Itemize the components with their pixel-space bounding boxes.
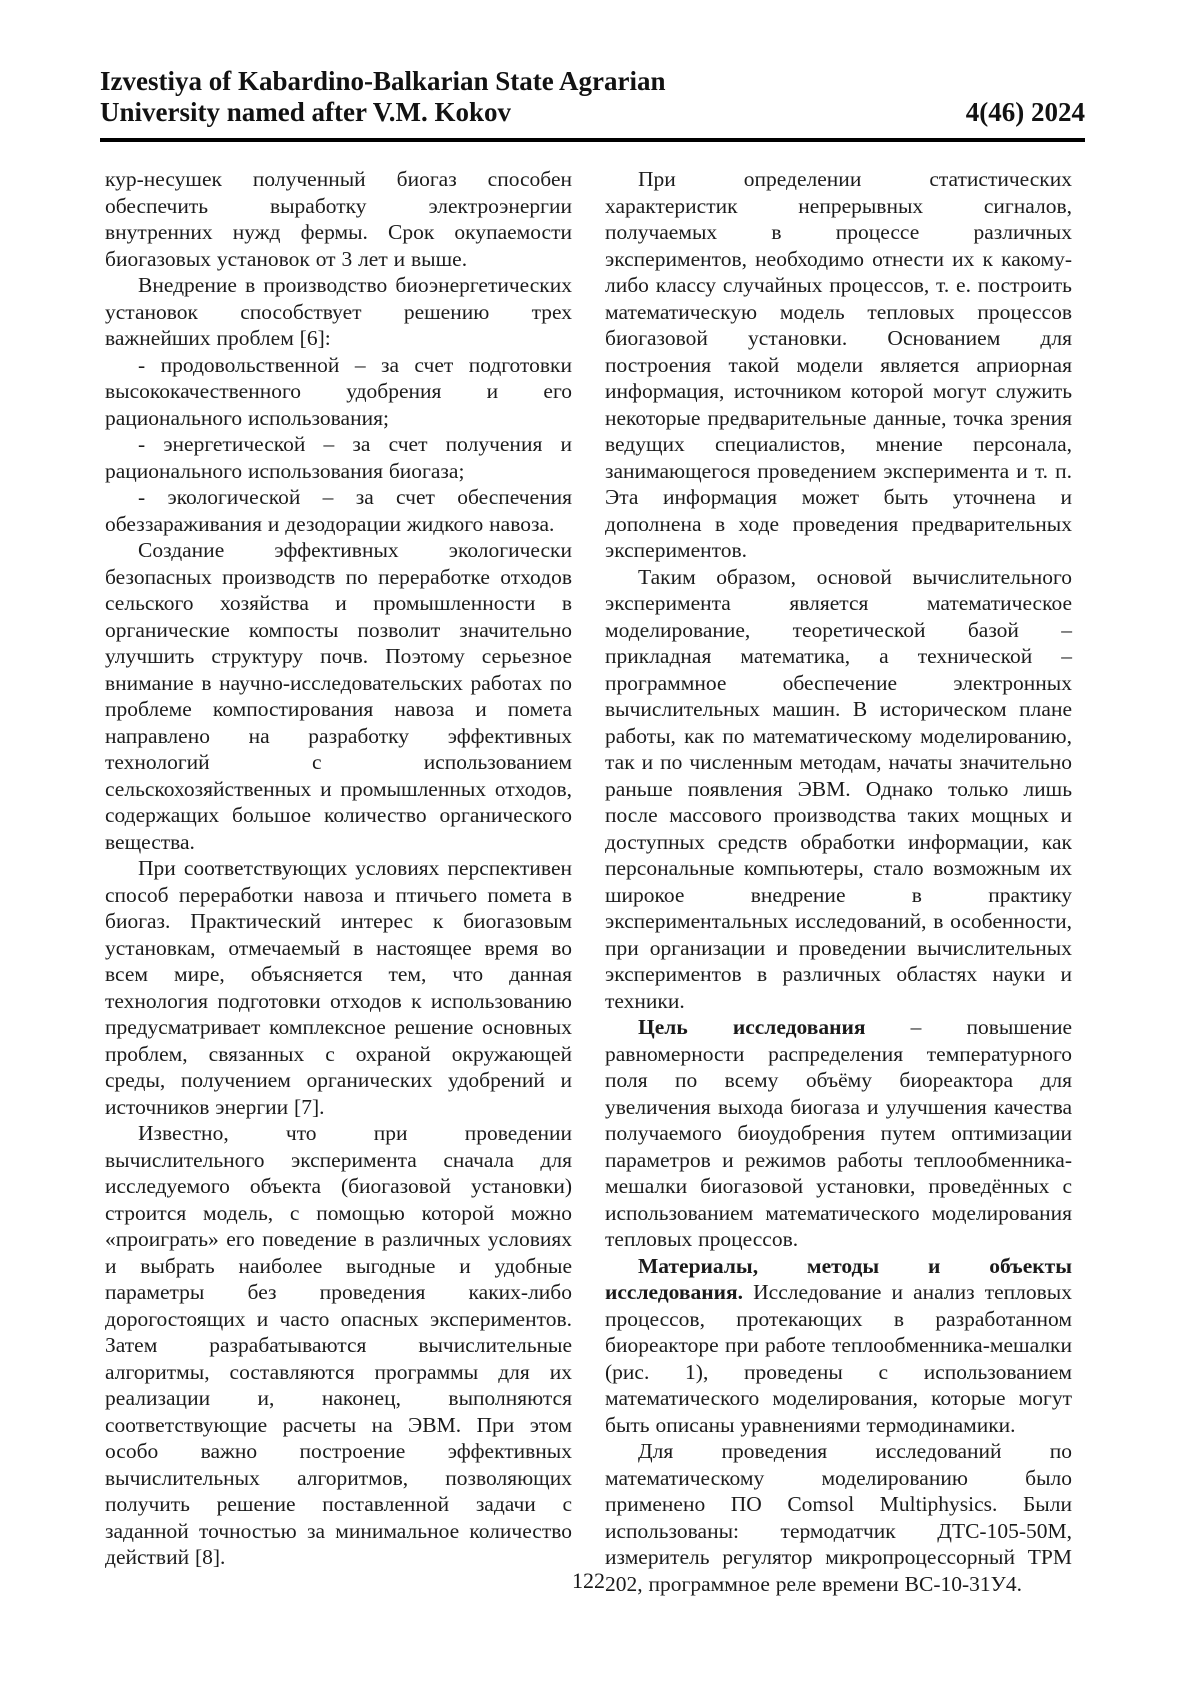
paragraph: Внедрение в производство биоэнергетических установок способствует решению трех важнейших проблем [6]: [105,273,572,350]
article-body [105,166,1072,1597]
paragraph: Цель исследования – повышение равномерности распределения температурного поля по всему объёму биореактора для увеличения выхода биогаза и улучшения качества получаемого биоудобрения путем оптимизации параметров и режимов работы теплообменника-мешалки биогазовой установки, проведённых с использованием математического моделирования тепловых процессов. [605,1015,1072,1251]
paragraph: Таким образом, основой вычислительного эксперимента является математическое моделирование, теоретической базой – прикладная математика, а технической – программное обеспечение электронных вычислительных машин. В историческом плане работы, как по математическому моделированию, так и по численным методам, начаты значительно раньше появления ЭВМ. Однако только лишь после массового производства таких мощных и доступных средств обработки информации, как персональные компьютеры, стало возможным их широкое внедрение в практику экспериментальных исследований, в особенности, при организации и проведении вычислительных экспериментов в различных областях науки и техники. [605,564,1072,1013]
paragraph: Материалы, методы и объекты исследования. Исследование и анализ тепловых процессов, протекающих в разработанном биореакторе при работе теплообменника-мешалки (рис. 1), проведены с использованием математического моделирования, которые могут быть описаны уравнениями термодинамики. [605,1253,1072,1437]
paragraph: Для проведения исследований по математическому моделированию было применено ПО Comsol Multiphysics. Были использованы: термодатчик ДТС-105-50М, измеритель регулятор микропроцессорный ТРМ 202, программное реле времени ВС-10-31У4. [605,1439,1072,1596]
paragraph: При соответствующих условиях перспективен способ переработки навоза и птичьего помета в биогаз. Практический интерес к биогазовым установкам, отмечаемый в настоящее время во всем мире, объясняется тем, что данная технология подготовки отходов к использованию предусматривает комплексное решение основных проблем, связанных с охраной окружающей среды, получением органических удобрений и источников энергии [7]. [105,856,572,1119]
paragraph: При определении статистических характеристик непрерывных сигналов, получаемых в процессе различных экспериментов, необходимо отнести их к какому-либо классу случайных процессов, т. е. построить математическую модель тепловых процессов биогазовой установки. Основанием для построения такой модели является априорная информация, источником которой могут служить некоторые предварительные данные, точка зрения ведущих специалистов, мнение персонала, занимающегося проведением эксперимента и т. п. Эта информация может быть уточнена и дополнена в ходе проведения предварительных экспериментов. [605,167,1072,562]
paragraph: кур-несушек полученный биогаз способен обеспечить выработку электроэнергии внутренних нужд фермы. Срок окупаемости биогазовых установок от 3 лет и выше. [105,167,572,271]
paragraph-lead-bold: Цель исследования [638,1015,866,1039]
paragraph: - экологической – за счет обеспечения обеззараживания и дезодорации жидкого навоза. [105,485,572,536]
column-left [105,166,572,1597]
journal-title [100,66,666,128]
issue-number: 4(46) 2024 [965,97,1085,127]
journal-title-line2: University named after V.M. Kokov [100,97,511,127]
journal-title-line1: Izvestiya of Kabardino-Balkarian State Agrarian [100,66,666,96]
paragraph: - энергетической – за счет получения и рационального использования биогаза; [105,432,572,483]
paragraph: - продовольственной – за счет подготовки высококачественного удобрения и его рационального использования; [105,352,572,430]
page-number: 122 [572,1568,605,1593]
header-rule [100,138,1085,142]
column-right [605,166,1072,1597]
journal-header [100,66,1085,128]
paragraph-lead-bold: Материалы, методы и объекты исследования. [605,1253,1072,1304]
paragraph: Известно, что при проведении вычислительного эксперимента сначала для исследуемого объекта (биогазовой установки) строится модель, с помощью которой можно «проиграть» его поведение в различных условиях и выбрать наиболее выгодные и удобные параметры без проведения каких-либо дорогостоящих и часто опасных экспериментов. Затем разрабатываются вычислительные алгоритмы, составляются программы для их реализации и, наконец, выполняются соответствующие расчеты на ЭВМ. При этом особо важно построение эффективных вычислительных алгоритмов, позволяющих получить решение поставленной задачи с заданной точностью за минимальное количество действий [8]. [105,1121,572,1569]
paragraph: Создание эффективных экологически безопасных производств по переработке отходов сельского хозяйства и промышленности в органические компосты позволит значительно улучшить структуру почв. Поэтому серьезное внимание в научно-исследовательских работах по проблеме компостирования навоза и помета направлено на разработку эффективных технологий с использованием сельскохозяйственных и промышленных отходов, содержащих большое количество органического вещества. [105,538,572,854]
